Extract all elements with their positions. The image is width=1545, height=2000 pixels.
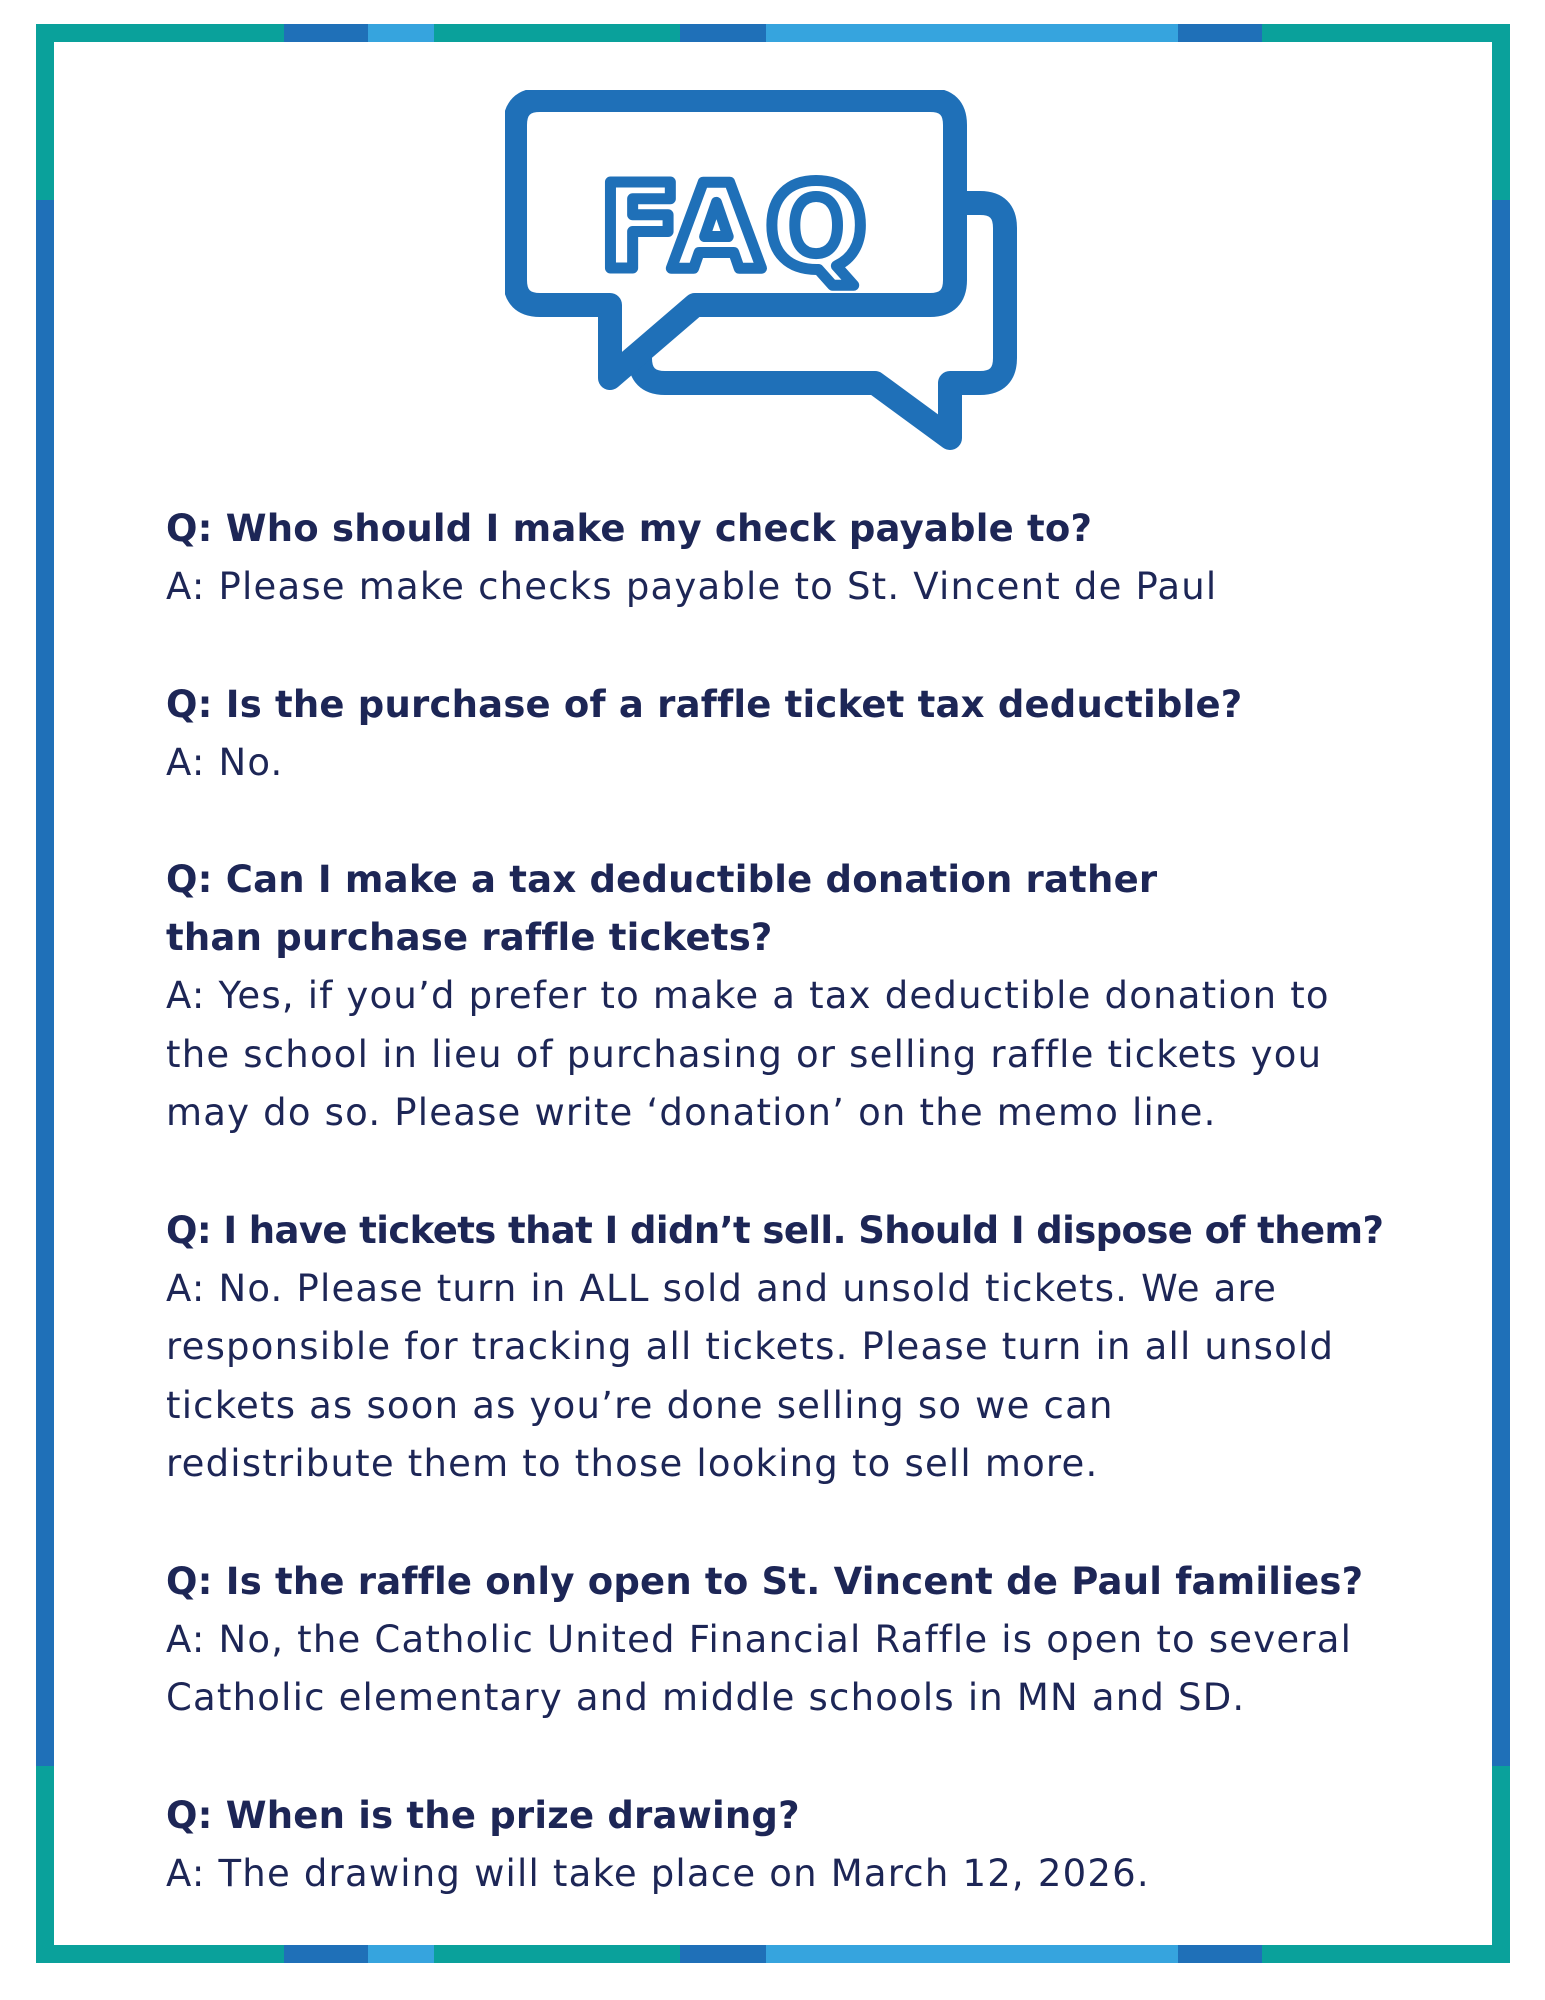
faq-question: Q: I have tickets that I didn’t sell. Should I dispose of them? xyxy=(166,1208,1384,1252)
faq-icon-text: FAQ xyxy=(599,158,871,296)
faq-answer: A: Please make checks payable to St. Vincent de Paul xyxy=(166,565,1218,608)
faq-item xyxy=(166,1787,1386,1904)
faq-item xyxy=(166,851,1386,1143)
faq-item xyxy=(166,1553,1386,1728)
faq-chat-bubbles-icon xyxy=(505,90,1025,470)
faq-item xyxy=(166,1202,1386,1494)
border-top-segment xyxy=(284,24,368,42)
faq-answer: A: No. xyxy=(166,740,284,784)
faq-question: Q: Who should I make my check payable to? xyxy=(166,507,1093,550)
faq-answer: A: No. Please turn in ALL sold and unsold tickets. We are responsible for tracking all tickets. Please turn in all unsold tickets as soon as you’re done selling so we can redistribute them to those looking to sell more. xyxy=(166,1266,1335,1485)
border-right-segment xyxy=(1492,1766,1510,1963)
border-left-segment xyxy=(36,200,54,1766)
border-right-segment xyxy=(1492,200,1510,1766)
faq-answer: A: No, the Catholic United Financial Raffle is open to several Catholic elementary and middle schools in MN and SD. xyxy=(166,1617,1353,1719)
border-top-segment xyxy=(368,24,434,42)
border-top-segment xyxy=(434,24,680,42)
faq-answer: A: The drawing will take place on March 12, 2026. xyxy=(166,1851,1150,1895)
faq-answer: A: Yes, if you’d prefer to make a tax deductible donation to the school in lieu of purchasing or selling raffle tickets you may do so. Please write ‘donation’ on the memo line. xyxy=(166,974,1330,1134)
border-top-segment xyxy=(1178,24,1262,42)
border-top-segment xyxy=(680,24,766,42)
faq-item xyxy=(166,676,1386,793)
border-left-segment xyxy=(36,1766,54,1963)
border-left-segment xyxy=(36,24,54,200)
faq-question: Q: When is the prize drawing? xyxy=(166,1793,800,1837)
faq-question: Q: Can I make a tax deductible donation rather than purchase raffle tickets? xyxy=(166,858,1158,959)
faq-item xyxy=(166,500,1386,617)
faq-question: Q: Is the purchase of a raffle ticket tax deductible? xyxy=(166,682,1243,726)
border-top-segment xyxy=(36,24,284,42)
border-right-segment xyxy=(1492,24,1510,200)
faq-list xyxy=(166,500,1386,1962)
faq-question: Q: Is the raffle only open to St. Vincent de Paul families? xyxy=(166,1559,1364,1603)
border-top-segment xyxy=(1262,24,1510,42)
border-top-segment xyxy=(766,24,1178,42)
